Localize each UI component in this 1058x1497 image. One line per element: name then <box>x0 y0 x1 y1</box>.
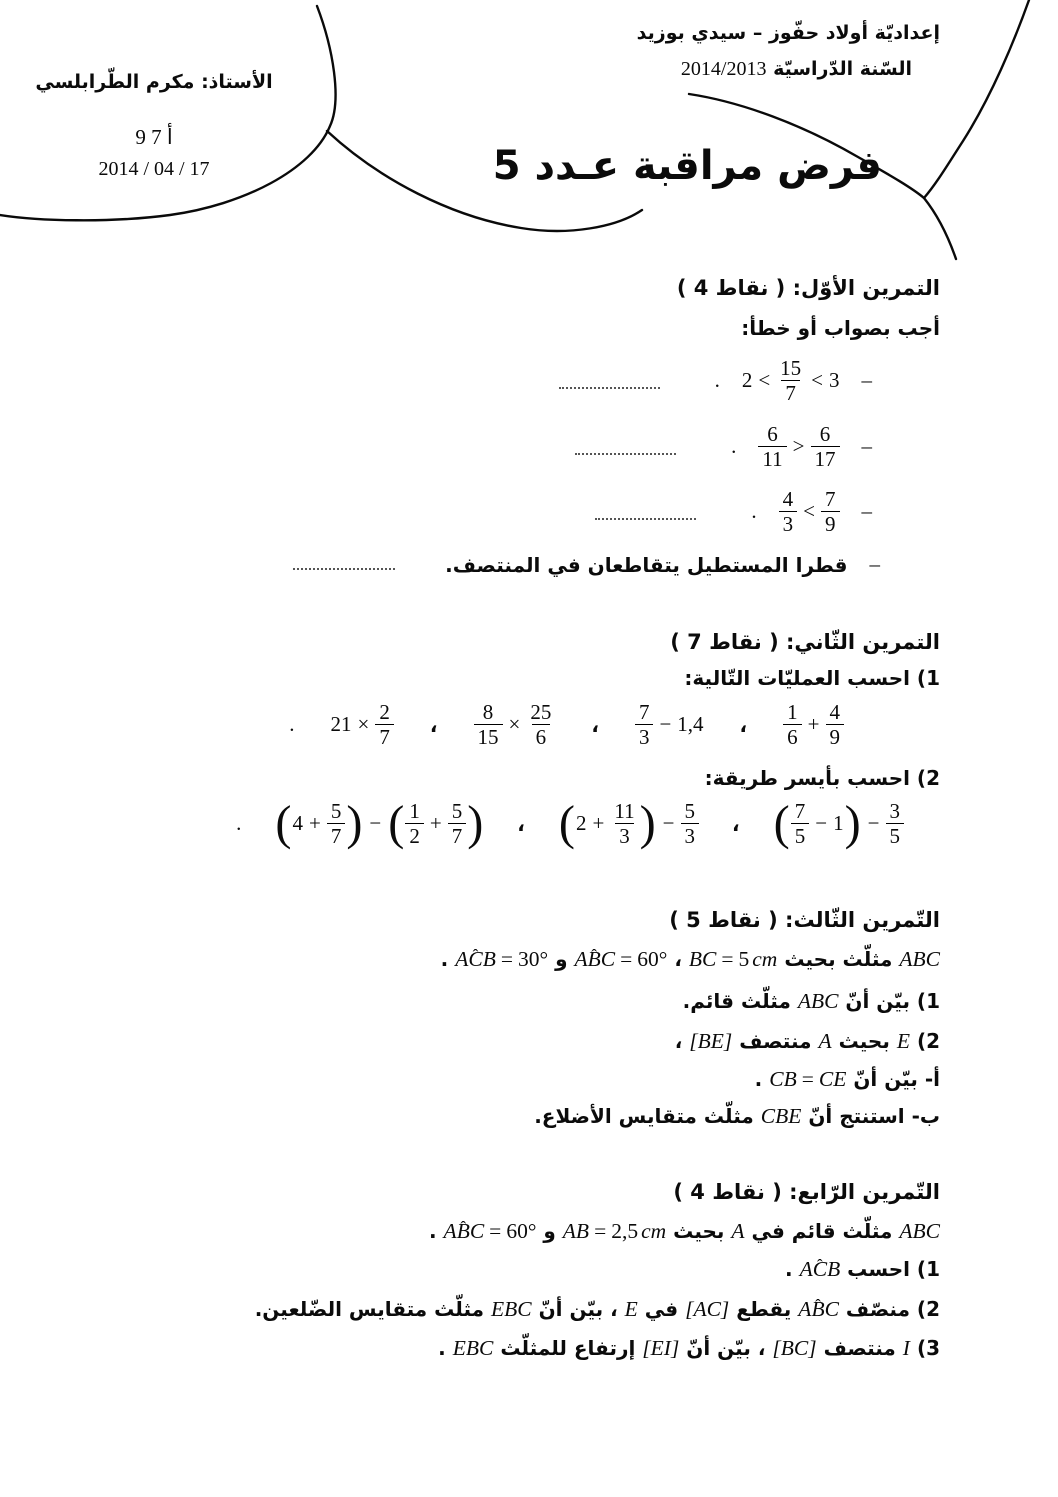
exercise-4-question-3: 3) I منتصف [BC] ، بيّن أنّ [EI] إرتفاع للمثلّث EBC . <box>438 1336 940 1360</box>
school-year-label: السّنة الدّراسيّة <box>773 58 912 80</box>
sentence-period: . <box>714 368 720 393</box>
item-dash: – <box>861 434 872 459</box>
operation-5: ( 7 5 − 1 ) − $\frac{3}{5}$ <box>773 799 904 848</box>
item-dash: – <box>869 552 880 576</box>
header-right <box>637 22 940 81</box>
exam-title: فرض مراقبة عـدد 5 <box>492 143 882 189</box>
exercise-1-heading <box>0 276 940 300</box>
arabic-comma: ، <box>739 712 748 737</box>
exercise-4-points: ( 4 نقاط ) <box>673 1180 782 1204</box>
sentence-period: . <box>751 499 757 524</box>
tf-item-3 <box>0 487 872 536</box>
exercise-2-question-1: 1) احسب العمليّات التّالية: <box>684 666 940 690</box>
operation-2: 7 3 − 1,4 <box>635 700 704 749</box>
operations-row-1 <box>0 700 844 749</box>
sentence-period: . <box>236 811 242 836</box>
exercise-3-title: التّمرين الثّالث: <box>785 908 940 932</box>
item-dash: – <box>861 499 872 524</box>
arabic-comma: ، <box>591 712 599 737</box>
tf-statement-4: قطرا المستطيل يتقاطعان في المنتصف. <box>445 552 848 577</box>
answer-blank-2 <box>575 438 676 455</box>
arabic-comma: ، <box>732 811 740 836</box>
operation-3: $\frac{8}{15}$ × $\frac{25}{6}$ <box>474 700 556 749</box>
exercise-4-question-2: 2) منصّف AB ˆC يقطع [AC] في E ، بيّن أنّ EBC مثلّث متقايس الضّلعين. <box>0 1291 940 1327</box>
exercise-3-question-2a: أ- بيّن أنّ CB = CE . <box>754 1067 940 1091</box>
tf-expression-1: 2 < 15 7 < 3 <box>741 356 840 406</box>
school-year-line <box>637 58 912 81</box>
teacher-name: الأستاذ: مكرم الطّرابلسي <box>35 71 273 93</box>
exercise-2-points: ( 7 نقاط ) <box>670 630 779 654</box>
header-left <box>28 70 280 181</box>
arabic-comma: ، <box>429 712 438 737</box>
exercise-2-question-2: 2) احسب بأيسر طريقة: <box>704 766 940 790</box>
exercise-3-heading <box>0 908 940 932</box>
tf-item-2 <box>0 422 872 471</box>
operation-7: ( 4 + $\frac{5}{7}$ ) − ( 1 2 + $\frac{5}{7}$ ) <box>275 796 484 850</box>
exercise-3-question-1: 1) بيّن أنّ ABC مثلّث قائم. <box>682 989 940 1013</box>
exercise-1-instruction: أجب بصواب أو خطأ: <box>741 316 940 340</box>
operations-row-2 <box>0 796 904 850</box>
right-tail-arc <box>924 198 956 259</box>
exercise-1-title: التمرين الأوّل: <box>792 276 940 300</box>
school-name: إعداديّة أولاد حفّوز – سيدي بوزيد <box>636 22 940 44</box>
exercise-2-title: التمرين الثّاني: <box>786 630 940 654</box>
answer-blank-3 <box>595 503 696 520</box>
exam-date: 2014 / 04 / 17 <box>98 157 210 180</box>
item-dash: – <box>861 368 872 393</box>
tf-item-4 <box>0 552 880 577</box>
exercise-1-points: ( 4 نقاط ) <box>676 276 786 300</box>
tf-expression-3: 4 3 < 7 9 <box>779 487 840 536</box>
school-year-value: 2014/2013 <box>680 58 767 80</box>
operation-1: 1 6 + $\frac{4}{9}$ <box>783 700 844 749</box>
exercise-4-heading <box>0 1180 940 1204</box>
tf-expression-2: 6 11 > 6 17 <box>758 422 839 471</box>
tf-item-1 <box>0 356 872 405</box>
exercise-3-statement: ABC مثلّث بحيث BC = 5 cm ، AB ˆC = 60° و AC ˆB = 30° . <box>0 941 940 977</box>
class-code: 9 أ 7 <box>135 124 173 149</box>
sentence-period: . <box>289 712 295 737</box>
operation-6: ( 2 + $\frac{11}{3}$ ) − $\frac{5}{3}$ <box>558 799 699 848</box>
exercise-4-question-1: 1) احسب AC ˆB . <box>0 1251 940 1287</box>
exercise-4-title: التّمرين الرّابع: <box>789 1180 940 1204</box>
exercise-3-question-2b: ب- استنتج أنّ CBE مثلّث متقايس الأضلاع. <box>534 1104 940 1128</box>
answer-blank-4 <box>293 560 395 570</box>
answer-blank-1 <box>559 372 660 389</box>
exercise-3-points: ( 5 نقاط ) <box>669 908 778 932</box>
exercise-3-question-2: 2) E بحيث A منتصف [BE] ، <box>674 1029 940 1053</box>
sentence-period: . <box>731 434 737 459</box>
arabic-comma: ، <box>517 811 525 836</box>
exercise-4-statement: ABC مثلّث قائم في A بحيث AB = 2,5 cm و AB ˆC = 60° . <box>0 1213 940 1249</box>
operation-4: 21 × $\frac{2}{7}$ <box>331 700 394 749</box>
exercise-2-heading <box>0 630 940 654</box>
